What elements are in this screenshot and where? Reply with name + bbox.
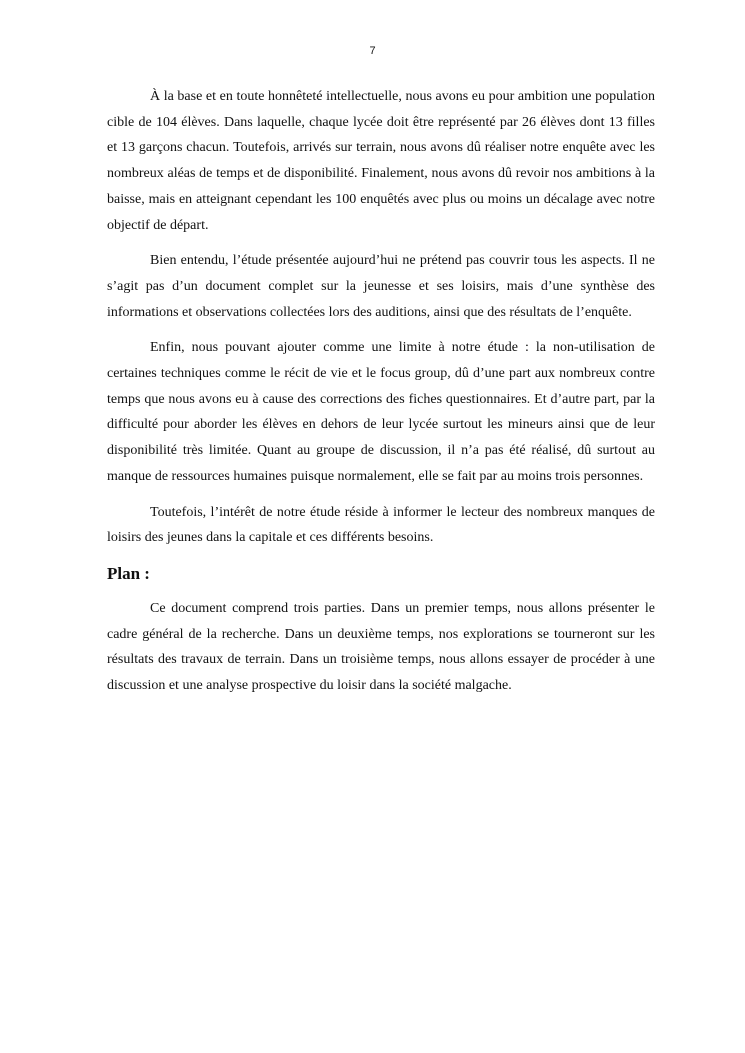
paragraph-study-interest: Toutefois, l’intérêt de notre étude réside à informer le lecteur des nombreux manques de loisirs des jeunes dans la capitale et ces différents besoins.: [107, 504, 655, 546]
paragraph-target-population: À la base et en toute honnêteté intellectuelle, nous avons eu pour ambition une population cible de 104 élèves. Dans laquelle, chaque lycée doit être représenté par 26 élèves dont 13 filles et 13 garçons chacun. Toutefois, arrivés sur terrain, nous avons dû réaliser notre enquête avec les nombreux aléas de temps et de disponibilité. Finalement, nous avons dû revoir nos ambitions à la baisse, mais en atteignant cependant les 100 enquêtés avec plus ou moins un décalage avec notre objectif de départ.: [107, 89, 655, 233]
paragraph-plan: Ce document comprend trois parties. Dans un premier temps, nous allons présenter le cadre général de la recherche. Dans un deuxième temps, nos explorations se tourneront sur les résultats des travaux de terrain. Dans un troisième temps, nous allons essayer de procéder à une discussion et une analyse prospective du loisir dans la société malgache.: [107, 600, 655, 694]
paragraph-study-limits: Enfin, nous pouvant ajouter comme une limite à notre étude : la non-utilisation de certaines techniques comme le récit de vie et le focus group, dû d’une part aux nombreux contre temps que nous avons eu à cause des corrections des fiches questionnaires. Et d’autre part, par la difficulté pour aborder les élèves en dehors de leur lycée surtout les mineurs ainsi que de leur disponibilité très limitée. Quant au groupe de discussion, il n’a pas été réalisé, dû surtout au manque de ressources humaines puisque normalement, elle se fait par au moins trois personnes.: [107, 340, 655, 484]
page-number: 7: [369, 45, 376, 57]
document-body: [107, 84, 655, 709]
paragraph-study-scope: Bien entendu, l’étude présentée aujourd’hui ne prétend pas couvrir tous les aspects. Il ne s’agit pas d’un document complet sur la jeunesse et ses loisirs, mais d’une synthèse des informations et observations collectées lors des auditions, ainsi que des résultats de l’enquête.: [107, 253, 655, 320]
plan-heading: Plan :: [107, 563, 150, 583]
